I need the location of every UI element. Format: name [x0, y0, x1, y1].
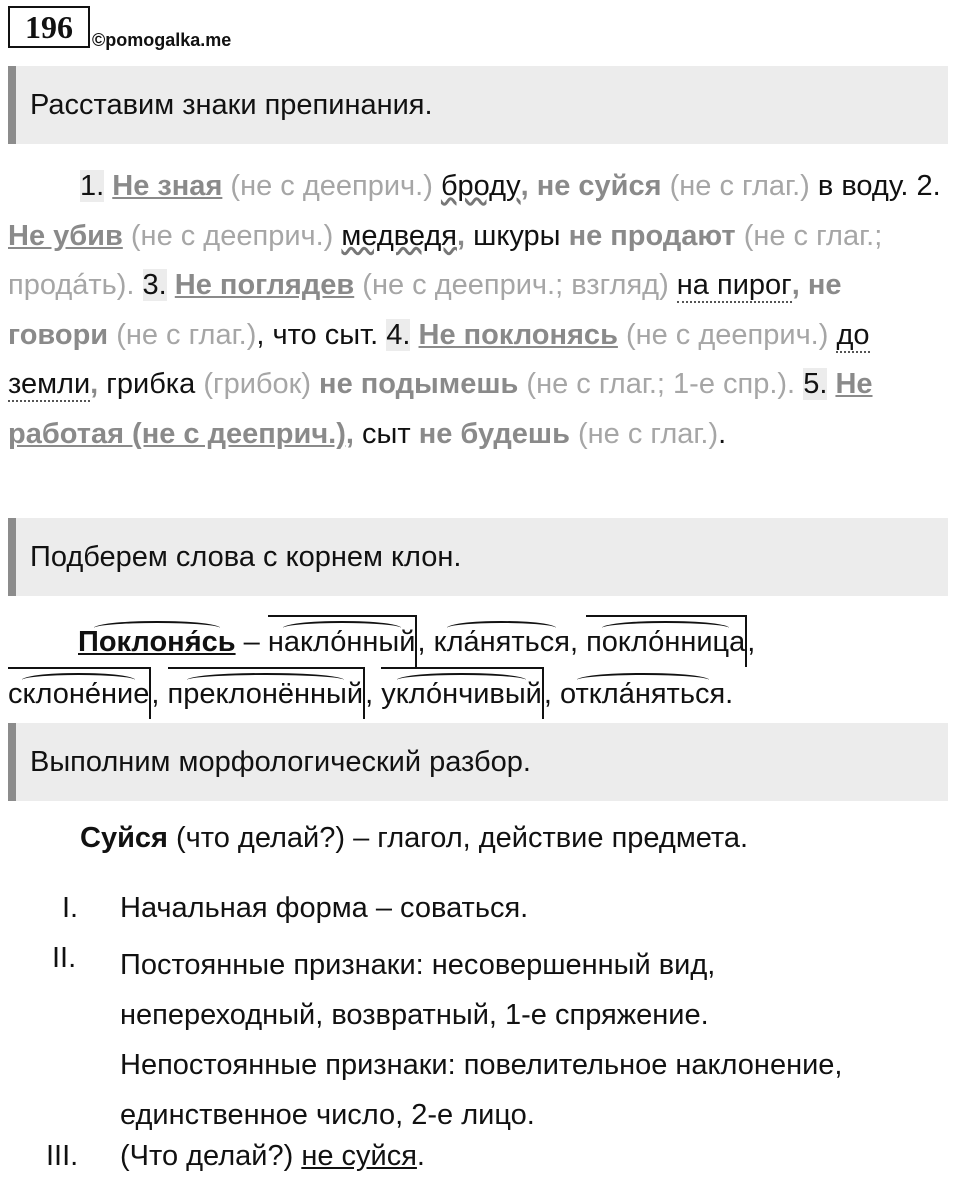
- root-word: кла́няться: [434, 617, 570, 667]
- list-number: I.: [62, 892, 79, 924]
- word: на пирог: [676, 269, 792, 301]
- word: медведя: [341, 219, 457, 252]
- item-number: 4.: [386, 318, 411, 351]
- comment: (не с дееприч.; взгляд): [362, 269, 669, 301]
- word: броду: [440, 170, 521, 202]
- root-word: укло́нчивый: [381, 667, 544, 719]
- comment: (не с глаг.): [669, 170, 810, 202]
- item-number: 1.: [80, 170, 105, 202]
- roots-paragraph: Поклоня́сь – накло́нный, кла́няться, покло́нница, склоне́ние, преклонённый, укло́нчивый, откла́няться.: [8, 615, 943, 719]
- comment: (не с глаг.; продáть).: [8, 219, 883, 301]
- question: (Что делай?): [120, 1140, 294, 1172]
- participle-ne: Не поглядев: [174, 269, 355, 301]
- analyzed-word: Суйся: [80, 822, 168, 854]
- site-watermark: ©pomogalka.me: [92, 30, 232, 50]
- comma: ,: [345, 417, 354, 450]
- root-word: покло́нница: [586, 615, 747, 667]
- period: .: [416, 1140, 425, 1172]
- text: шкуры: [473, 219, 561, 252]
- item-number: 3.: [142, 269, 167, 301]
- comment: (не с глаг.): [577, 417, 719, 450]
- answer-word: не суйся: [301, 1140, 417, 1172]
- participle-ne: Не убив: [8, 219, 123, 252]
- root-word: накло́нный: [268, 615, 418, 667]
- comma: ,: [456, 219, 466, 252]
- comment: (не с дееприч.): [625, 318, 829, 351]
- verb-ne: не будешь: [418, 417, 570, 450]
- morph-description: (что делай?) – глагол, действие предмета.: [176, 822, 749, 854]
- text: .: [718, 417, 727, 450]
- text: грибка: [106, 368, 196, 400]
- dash: –: [243, 626, 260, 658]
- list-item: [120, 1140, 425, 1173]
- morph-heading: [80, 822, 748, 855]
- comment: (не с глаг.; 1-е спр.).: [526, 368, 796, 400]
- word: до земли: [8, 318, 870, 400]
- root-word: склоне́ние: [8, 667, 151, 719]
- list-number: II.: [52, 942, 77, 974]
- verb-ne: не суйся: [536, 170, 662, 202]
- list-item: Постоянные признаки: несовершенный вид, непереходный, возвратный, 1-е спряжение.: [120, 949, 716, 1031]
- participle-ne: Не работая (не с дееприч.): [8, 368, 873, 450]
- section-title: Подберем слова с корнем клон.: [30, 540, 462, 573]
- text: сыт: [362, 417, 411, 450]
- comment: (не с дееприч.): [130, 219, 334, 252]
- comment: (не с дееприч.): [230, 170, 433, 202]
- root-word: откла́няться: [560, 669, 725, 719]
- text: , что сыт.: [256, 318, 379, 351]
- section-header-morph: [8, 723, 948, 801]
- comma: ,: [520, 170, 529, 202]
- list-item: Начальная форма – соваться.: [120, 892, 529, 924]
- item-number: 2.: [916, 170, 941, 202]
- item-number: 5.: [803, 368, 828, 400]
- verb-ne: не говори: [8, 269, 842, 351]
- text: в воду.: [817, 170, 909, 202]
- root-word: Поклоня́сь: [78, 617, 236, 667]
- participle-ne: Не поклонясь: [418, 318, 618, 351]
- section-title: Выполним морфологический разбор.: [30, 745, 531, 778]
- participle-ne: Не зная: [112, 170, 223, 202]
- exercise-number: 196: [8, 6, 90, 48]
- comma: ,: [791, 269, 800, 301]
- list-item: Непостоянные признаки: повелительное наклонение, единственное число, 2-е лицо.: [120, 1049, 843, 1131]
- comment: (грибок): [203, 368, 311, 400]
- verb-ne: не продают: [568, 219, 736, 252]
- list-number: III.: [46, 1140, 79, 1172]
- comment: (не с глаг.): [116, 318, 257, 351]
- comma: ,: [90, 368, 99, 400]
- section-header-roots: [8, 518, 948, 596]
- section-header-punctuation: [8, 66, 948, 144]
- section-title: Расставим знаки препинания.: [30, 88, 433, 121]
- root-word: преклонённый: [168, 667, 366, 719]
- verb-ne: не подымешь: [319, 368, 519, 400]
- proverbs-paragraph: [8, 162, 943, 459]
